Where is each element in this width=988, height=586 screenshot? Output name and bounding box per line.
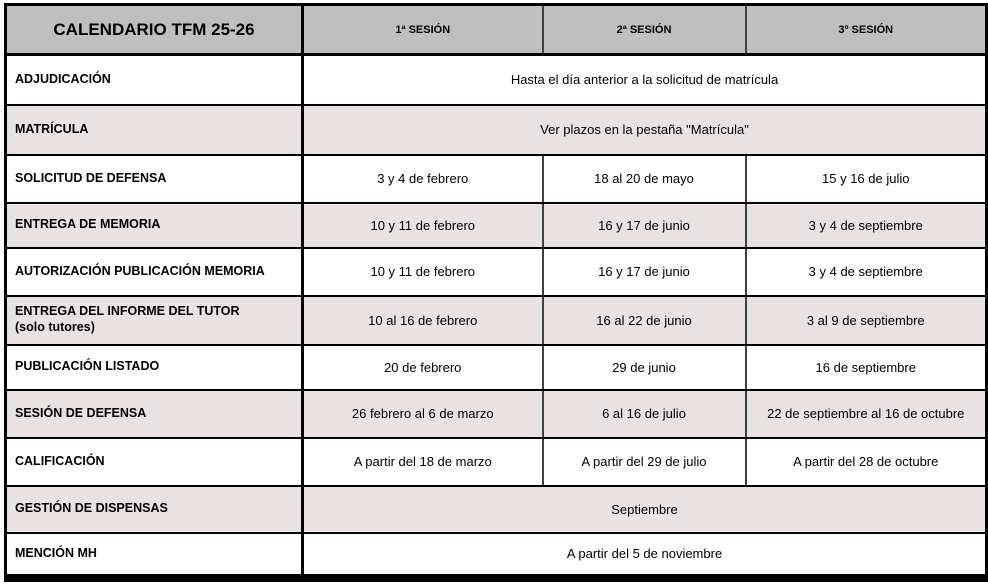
row-span-value: Septiembre: [303, 486, 987, 533]
cell-value-session-2: A partir del 29 de julio: [543, 438, 746, 486]
row-label: MENCIÓN MH: [6, 533, 303, 578]
table-row-gestion-dispensas: [6, 486, 987, 533]
cell-value-session-1: 20 de febrero: [303, 345, 543, 390]
row-label: [6, 296, 303, 345]
cell-value-session-2: 16 al 22 de junio: [543, 296, 746, 345]
row-label-line2: (solo tutores): [15, 320, 95, 334]
table-row-solicitud-defensa: [6, 155, 987, 203]
row-span-value: A partir del 5 de noviembre: [303, 533, 987, 578]
table-row-matricula: [6, 105, 987, 155]
row-label: ENTREGA DE MEMORIA: [6, 203, 303, 248]
cell-value-session-1: 10 al 16 de febrero: [303, 296, 543, 345]
column-header-session-2: 2ª SESIÓN: [543, 5, 746, 55]
cell-value-session-3: 3 y 4 de septiembre: [746, 203, 987, 248]
cell-value-session-1: 26 febrero al 6 de marzo: [303, 390, 543, 438]
table-title: CALENDARIO TFM 25-26: [6, 5, 303, 55]
row-label: SESIÓN DE DEFENSA: [6, 390, 303, 438]
row-label: SOLICITUD DE DEFENSA: [6, 155, 303, 203]
row-label: GESTIÓN DE DISPENSAS: [6, 486, 303, 533]
row-label: AUTORIZACIÓN PUBLICACIÓN MEMORIA: [6, 248, 303, 296]
calendar-table: [4, 3, 988, 582]
row-span-value: Hasta el día anterior a la solicitud de matrícula: [303, 55, 987, 105]
row-label: PUBLICACIÓN LISTADO: [6, 345, 303, 390]
table-row-autorizacion-publicacion: [6, 248, 987, 296]
cell-value-session-2: 29 de junio: [543, 345, 746, 390]
header-row: [6, 5, 987, 55]
table-row-calificacion: [6, 438, 987, 486]
row-label: MATRÍCULA: [6, 105, 303, 155]
table-row-adjudicacion: [6, 55, 987, 105]
row-label: ADJUDICACIÓN: [6, 55, 303, 105]
cell-value-session-1: 10 y 11 de febrero: [303, 203, 543, 248]
row-span-value: Ver plazos en la pestaña "Matrícula": [303, 105, 987, 155]
cell-value-session-2: 16 y 17 de junio: [543, 203, 746, 248]
cell-value-session-3: 15 y 16 de julio: [746, 155, 987, 203]
column-header-session-3: 3º SESIÓN: [746, 5, 987, 55]
row-label-line1: ENTREGA DEL INFORME DEL TUTOR: [15, 304, 240, 319]
cell-value-session-2: 6 al 16 de julio: [543, 390, 746, 438]
cell-value-session-1: 3 y 4 de febrero: [303, 155, 543, 203]
row-label: CALIFICACIÓN: [6, 438, 303, 486]
cell-value-session-3: 16 de septiembre: [746, 345, 987, 390]
table-row-publicacion-listado: [6, 345, 987, 390]
table-row-entrega-memoria: [6, 203, 987, 248]
cell-value-session-2: 18 al 20 de mayo: [543, 155, 746, 203]
cell-value-session-3: 3 y 4 de septiembre: [746, 248, 987, 296]
table-row-sesion-defensa: [6, 390, 987, 438]
column-header-session-1: 1ª SESIÓN: [303, 5, 543, 55]
table-row-mencion-mh: [6, 533, 987, 578]
cell-value-session-1: A partir del 18 de marzo: [303, 438, 543, 486]
cell-value-session-3: 22 de septiembre al 16 de octubre: [746, 390, 987, 438]
cell-value-session-3: A partir del 28 de octubre: [746, 438, 987, 486]
cell-value-session-1: 10 y 11 de febrero: [303, 248, 543, 296]
cell-value-session-2: 16 y 17 de junio: [543, 248, 746, 296]
cell-value-session-3: 3 al 9 de septiembre: [746, 296, 987, 345]
table-row-informe-tutor: [6, 296, 987, 345]
